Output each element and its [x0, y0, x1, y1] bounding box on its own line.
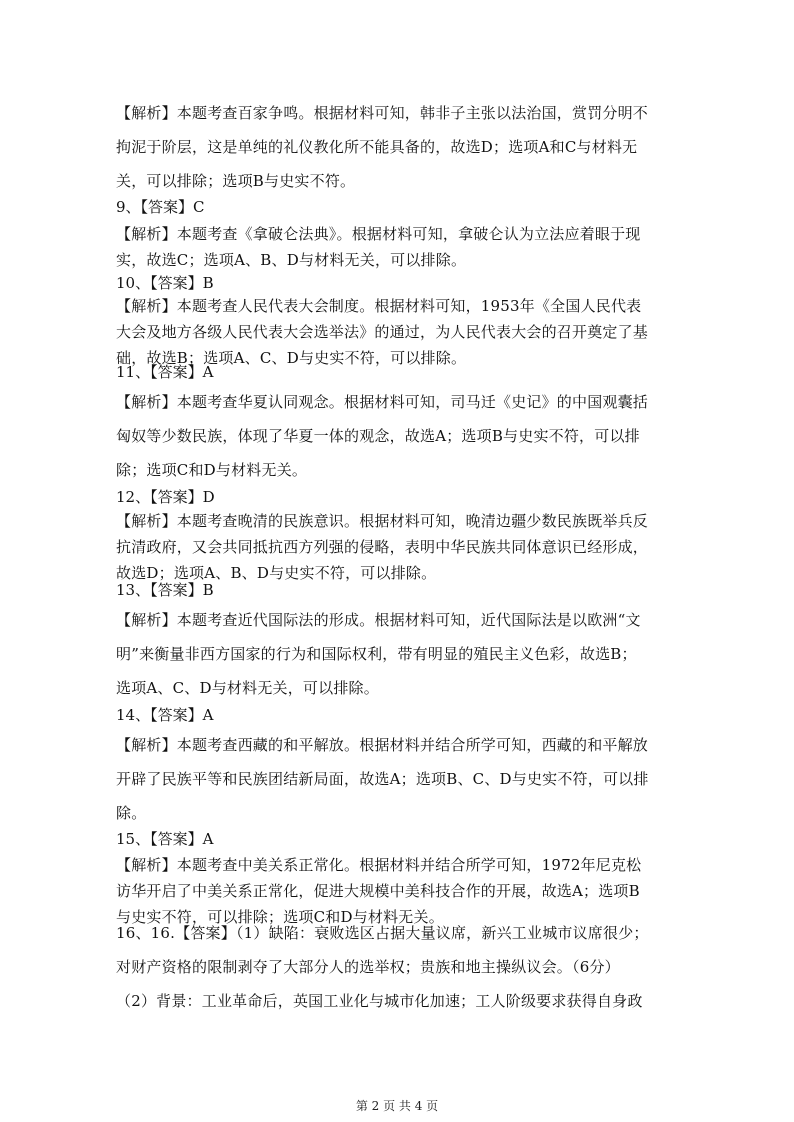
answer-q10: 10、【答案】B: [116, 274, 214, 292]
text-line: 【解析】本题考查《拿破仑法典》。根据材料可知，拿破仑认为立法应着眼于现: [116, 225, 641, 243]
text-line: 除。: [116, 804, 147, 822]
text-line: 对财产资格的限制剥夺了大部分人的选举权；贵族和地主操纵议会。（6分）: [116, 958, 620, 976]
text-line: 选项A、C、D与材料无关，可以排除。: [116, 679, 379, 697]
answer-q15: 15、【答案】A: [116, 830, 214, 848]
text-line: 与史实不符，可以排除；选项C和D与材料无关。: [116, 908, 444, 926]
text-line: 【解析】本题考查人民代表大会制度。根据材料可知，1953年《全国人民代表: [116, 297, 642, 315]
text-line: 【解析】本题考查晚清的民族意识。根据材料可知，晚清边疆少数民族既举兵反: [116, 512, 649, 530]
answer-q11: 11、【答案】A: [116, 363, 214, 381]
text-line: 关，可以排除；选项B与史实不符。: [116, 172, 356, 190]
text-line: 础，故选B；选项A、C、D与史实不符，可以排除。: [116, 349, 467, 367]
text-line: 【解析】本题考查华夏认同观念。根据材料可知，司马迁《史记》的中国观囊括: [116, 393, 649, 411]
text-line: 【解析】本题考查西藏的和平解放。根据材料并结合所学可知，西藏的和平解放: [116, 736, 649, 754]
text-line: （2）背景：工业革命后，英国工业化与城市化加速；工人阶级要求获得自身政: [116, 992, 643, 1010]
analysis-q9: [116, 221, 688, 273]
analysis-q14: [116, 728, 688, 830]
text-line: 故选D；选项A、B、D与史实不符，可以排除。: [116, 564, 437, 582]
text-line: 【解析】本题考查百家争鸣。根据材料可知，韩非子主张以法治国，赏罚分明不: [116, 104, 649, 122]
text-line: 开辟了民族平等和民族团结新局面，故选A；选项B、C、D与史实不符，可以排: [116, 770, 649, 788]
text-line: 拘泥于阶层，这是单纯的礼仪教化所不能具备的，故选D；选项A和C与材料无: [116, 138, 638, 156]
text-line: 实，故选C；选项A、B、D与材料无关，可以排除。: [116, 251, 467, 269]
analysis-q8: [116, 96, 688, 198]
answer-q14: 14、【答案】A: [116, 706, 214, 724]
page-footer: 第 2 页 共 4 页: [355, 1099, 439, 1113]
analysis-q11: [116, 385, 688, 487]
answer-q16: [116, 916, 688, 1018]
text-line: 除；选项C和D与材料无关。: [116, 461, 308, 479]
text-line: 【解析】本题考查中美关系正常化。根据材料并结合所学可知，1972年尼克松: [116, 856, 642, 874]
text-line: 大会及地方各级人民代表大会选举法》的通过，为人民代表大会的召开奠定了基: [116, 323, 649, 341]
text-line: 抗清政府，又会共同抵抗西方列强的侵略，表明中华民族共同体意识已经形成，: [116, 538, 649, 556]
answer-q9: 9、【答案】C: [116, 198, 205, 216]
text-line: 16、16.【答案】（1）缺陷：衰败选区占据大量议席，新兴工业城市议席很少；: [116, 924, 649, 942]
text-line: 明”来衡量非西方国家的行为和国际权利，带有明显的殖民主义色彩，故选B；: [116, 645, 637, 663]
analysis-q13: [116, 603, 688, 705]
text-line: 匈奴等少数民族，体现了华夏一体的观念，故选A；选项B与史实不符，可以排: [116, 427, 640, 445]
text-line: 访华开启了中美关系正常化，促进大规模中美科技合作的开展，故选A；选项B: [116, 882, 640, 900]
answer-q12: 12、【答案】D: [116, 488, 215, 506]
answer-q13: 13、【答案】B: [116, 581, 214, 599]
text-line: 【解析】本题考查近代国际法的形成。根据材料可知，近代国际法是以欧洲“文: [116, 611, 641, 629]
